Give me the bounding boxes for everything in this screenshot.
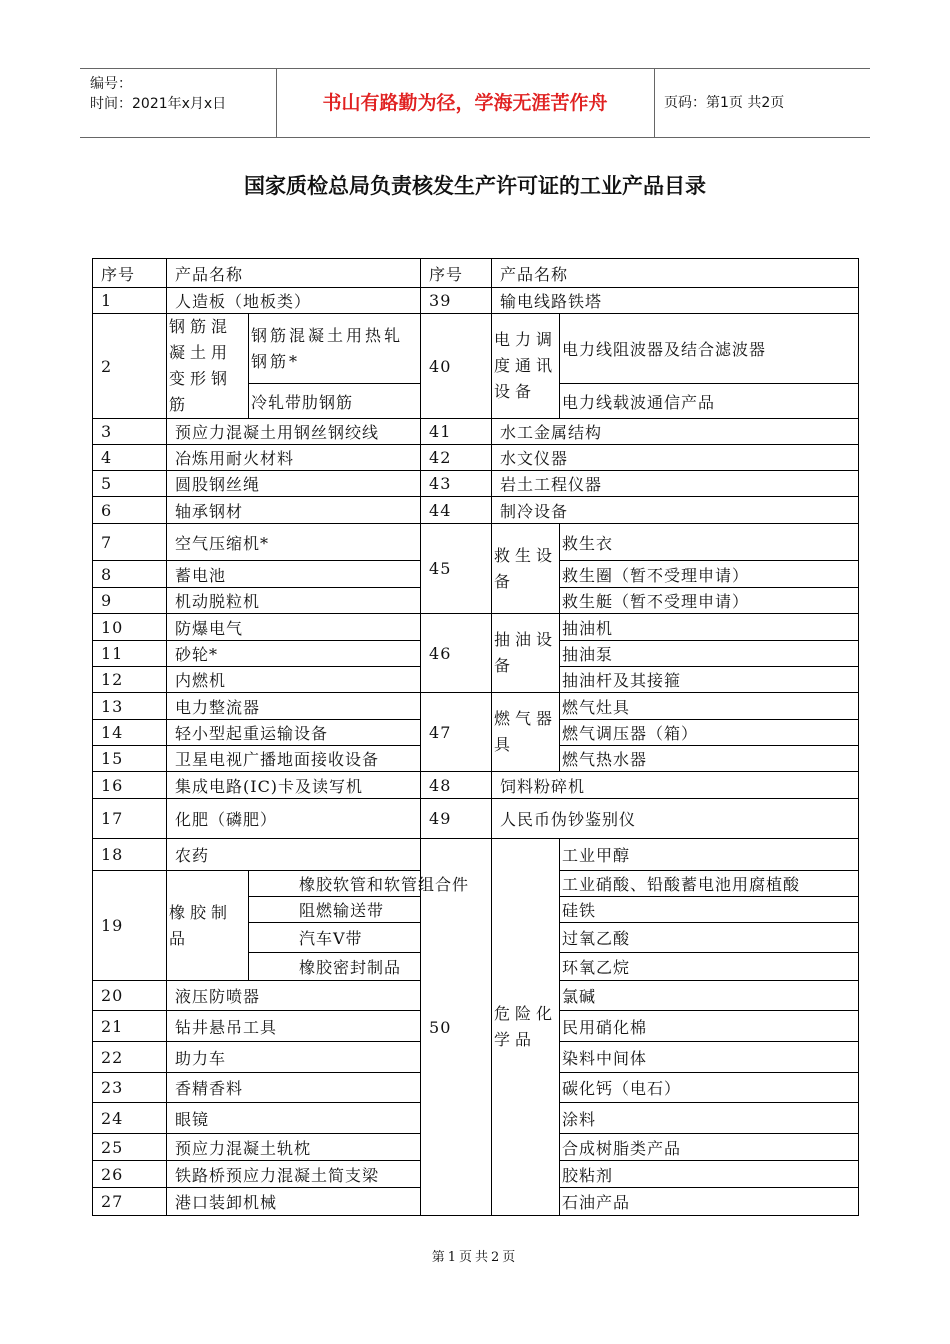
seq-cell: 46 bbox=[421, 614, 492, 693]
product-cell: 轴承钢材 bbox=[167, 497, 421, 524]
seq-cell: 4 bbox=[93, 445, 167, 471]
product-cell: 空气压缩机* bbox=[167, 524, 421, 561]
product-cell: 内燃机 bbox=[167, 667, 421, 693]
sub-product-cell: 橡胶软管和软管组合件 bbox=[249, 871, 421, 897]
sub-product-cell: 胶粘剂 bbox=[560, 1161, 859, 1188]
seq-cell: 48 bbox=[421, 772, 492, 799]
product-cell: 化肥（磷肥） bbox=[167, 799, 421, 839]
sub-product-cell: 硅铁 bbox=[560, 897, 859, 923]
product-cell: 冶炼用耐火材料 bbox=[167, 445, 421, 471]
product-group-cell: 橡胶制品 bbox=[167, 871, 249, 981]
seq-cell: 44 bbox=[421, 497, 492, 524]
sub-product-cell: 橡胶密封制品 bbox=[249, 953, 421, 981]
seq-cell: 14 bbox=[93, 720, 167, 746]
product-cell: 蓄电池 bbox=[167, 561, 421, 588]
seq-cell: 17 bbox=[93, 799, 167, 839]
seq-cell: 16 bbox=[93, 772, 167, 799]
sub-product-cell: 电力线阻波器及结合滤波器 bbox=[560, 314, 859, 384]
sub-product-cell: 救生艇（暂不受理申请） bbox=[560, 588, 859, 614]
product-cell: 卫星电视广播地面接收设备 bbox=[167, 746, 421, 772]
product-cell: 港口装卸机械 bbox=[167, 1188, 421, 1216]
table-row bbox=[93, 497, 859, 524]
sub-product-cell: 抽油机 bbox=[560, 614, 859, 641]
seq-cell: 45 bbox=[421, 524, 492, 614]
page-footer: 第1页共2页 bbox=[431, 1250, 519, 1265]
sub-product-cell: 燃气热水器 bbox=[560, 746, 859, 772]
product-group-cell: 电力调度通讯设备 bbox=[492, 314, 560, 419]
sub-product-cell: 民用硝化棉 bbox=[560, 1011, 859, 1042]
sub-product-cell: 环氧乙烷 bbox=[560, 953, 859, 981]
seq-cell: 9 bbox=[93, 588, 167, 614]
sub-product-cell: 碳化钙（电石） bbox=[560, 1073, 859, 1103]
seq-cell: 42 bbox=[421, 445, 492, 471]
product-cell: 人造板（地板类） bbox=[167, 288, 421, 314]
sub-product-cell: 过氧乙酸 bbox=[560, 923, 859, 953]
seq-cell: 13 bbox=[93, 693, 167, 720]
header-meta bbox=[80, 69, 277, 137]
table-row bbox=[93, 839, 859, 871]
seq-cell: 26 bbox=[93, 1161, 167, 1188]
sub-product-cell: 燃气调压器（箱） bbox=[560, 720, 859, 746]
sub-product-cell: 冷轧带肋钢筋 bbox=[249, 384, 421, 419]
product-cell: 水文仪器 bbox=[492, 445, 859, 471]
seq-cell: 8 bbox=[93, 561, 167, 588]
seq-cell: 43 bbox=[421, 471, 492, 497]
seq-cell: 25 bbox=[93, 1134, 167, 1161]
page-header bbox=[80, 68, 870, 138]
sub-product-cell: 抽油杆及其接箍 bbox=[560, 667, 859, 693]
product-cell: 农药 bbox=[167, 839, 421, 871]
seq-cell: 21 bbox=[93, 1011, 167, 1042]
table-row bbox=[93, 614, 859, 641]
seq-cell: 10 bbox=[93, 614, 167, 641]
seq-cell: 20 bbox=[93, 981, 167, 1011]
product-cell: 预应力混凝土轨枕 bbox=[167, 1134, 421, 1161]
document-time-label: 时间：2021年x月x日 bbox=[90, 96, 227, 112]
sub-product-cell: 工业硝酸、铅酸蓄电池用腐植酸 bbox=[560, 871, 859, 897]
seq-cell: 19 bbox=[93, 871, 167, 981]
product-cell: 铁路桥预应力混凝土简支梁 bbox=[167, 1161, 421, 1188]
seq-cell: 50 bbox=[421, 839, 492, 1216]
product-cell: 眼镜 bbox=[167, 1103, 421, 1134]
sub-product-cell: 阻燃输送带 bbox=[249, 897, 421, 923]
seq-cell: 5 bbox=[93, 471, 167, 497]
seq-cell: 49 bbox=[421, 799, 492, 839]
sub-product-cell: 汽车V带 bbox=[249, 923, 421, 953]
seq-cell: 7 bbox=[93, 524, 167, 561]
header-product-name: 产品名称 bbox=[492, 259, 859, 288]
seq-cell: 22 bbox=[93, 1042, 167, 1073]
sub-product-cell: 涂料 bbox=[560, 1103, 859, 1134]
sub-product-cell: 电力线载波通信产品 bbox=[560, 384, 859, 419]
seq-cell: 27 bbox=[93, 1188, 167, 1216]
header-product-name: 产品名称 bbox=[167, 259, 421, 288]
seq-cell: 11 bbox=[93, 641, 167, 667]
table-row bbox=[93, 471, 859, 497]
product-cell: 助力车 bbox=[167, 1042, 421, 1073]
seq-cell: 3 bbox=[93, 419, 167, 445]
seq-cell: 24 bbox=[93, 1103, 167, 1134]
seq-cell: 6 bbox=[93, 497, 167, 524]
product-cell: 香精香料 bbox=[167, 1073, 421, 1103]
product-group-cell: 危险化学品 bbox=[492, 839, 560, 1216]
table-row bbox=[93, 524, 859, 561]
header-motto: 书山有路勤为径，学海无涯苦作舟 bbox=[276, 69, 655, 137]
seq-cell: 15 bbox=[93, 746, 167, 772]
seq-cell: 40 bbox=[421, 314, 492, 419]
product-cell: 输电线路铁塔 bbox=[492, 288, 859, 314]
table-row bbox=[93, 288, 859, 314]
header-page-info: 页码：第1页 共2页 bbox=[664, 95, 785, 111]
product-group-cell: 救生设备 bbox=[492, 524, 560, 614]
seq-cell: 23 bbox=[93, 1073, 167, 1103]
product-cell: 防爆电气 bbox=[167, 614, 421, 641]
table-row bbox=[93, 419, 859, 445]
product-group-cell: 抽油设备 bbox=[492, 614, 560, 693]
header-seq: 序号 bbox=[93, 259, 167, 288]
sub-product-cell: 氯碱 bbox=[560, 981, 859, 1011]
product-cell: 钻井悬吊工具 bbox=[167, 1011, 421, 1042]
table-row bbox=[93, 799, 859, 839]
product-cell: 圆股钢丝绳 bbox=[167, 471, 421, 497]
product-cell: 水工金属结构 bbox=[492, 419, 859, 445]
sub-product-cell: 燃气灶具 bbox=[560, 693, 859, 720]
seq-cell: 1 bbox=[93, 288, 167, 314]
sub-product-cell: 工业甲醇 bbox=[560, 839, 859, 871]
product-cell: 集成电路(IC)卡及读写机 bbox=[167, 772, 421, 799]
seq-cell: 41 bbox=[421, 419, 492, 445]
seq-cell: 47 bbox=[421, 693, 492, 772]
product-cell: 轻小型起重运输设备 bbox=[167, 720, 421, 746]
sub-product-cell: 钢筋混凝土用热轧钢筋* bbox=[249, 314, 421, 384]
product-cell: 岩土工程仪器 bbox=[492, 471, 859, 497]
table-row bbox=[93, 772, 859, 799]
document-title: 国家质检总局负责核发生产许可证的工业产品目录 bbox=[244, 174, 706, 198]
product-cell: 砂轮* bbox=[167, 641, 421, 667]
table-row bbox=[93, 445, 859, 471]
product-cell: 人民币伪钞鉴别仪 bbox=[492, 799, 859, 839]
table-row bbox=[93, 693, 859, 720]
seq-cell: 2 bbox=[93, 314, 167, 419]
header-seq: 序号 bbox=[421, 259, 492, 288]
sub-product-cell: 救生衣 bbox=[560, 524, 859, 561]
table-header-row bbox=[93, 259, 859, 288]
product-cell: 制冷设备 bbox=[492, 497, 859, 524]
document-number-label: 编号： bbox=[90, 76, 132, 92]
product-catalog-table bbox=[92, 258, 859, 1216]
product-group-cell: 钢筋混凝土用变形钢筋 bbox=[167, 314, 249, 419]
product-cell: 电力整流器 bbox=[167, 693, 421, 720]
seq-cell: 18 bbox=[93, 839, 167, 871]
sub-product-cell: 合成树脂类产品 bbox=[560, 1134, 859, 1161]
product-cell: 预应力混凝土用钢丝钢绞线 bbox=[167, 419, 421, 445]
product-group-cell: 燃气器具 bbox=[492, 693, 560, 772]
table-row bbox=[93, 314, 859, 384]
seq-cell: 39 bbox=[421, 288, 492, 314]
product-cell: 机动脱粒机 bbox=[167, 588, 421, 614]
product-cell: 液压防喷器 bbox=[167, 981, 421, 1011]
sub-product-cell: 石油产品 bbox=[560, 1188, 859, 1216]
sub-product-cell: 抽油泵 bbox=[560, 641, 859, 667]
product-cell: 饲料粉碎机 bbox=[492, 772, 859, 799]
seq-cell: 12 bbox=[93, 667, 167, 693]
sub-product-cell: 救生圈（暂不受理申请） bbox=[560, 561, 859, 588]
sub-product-cell: 染料中间体 bbox=[560, 1042, 859, 1073]
